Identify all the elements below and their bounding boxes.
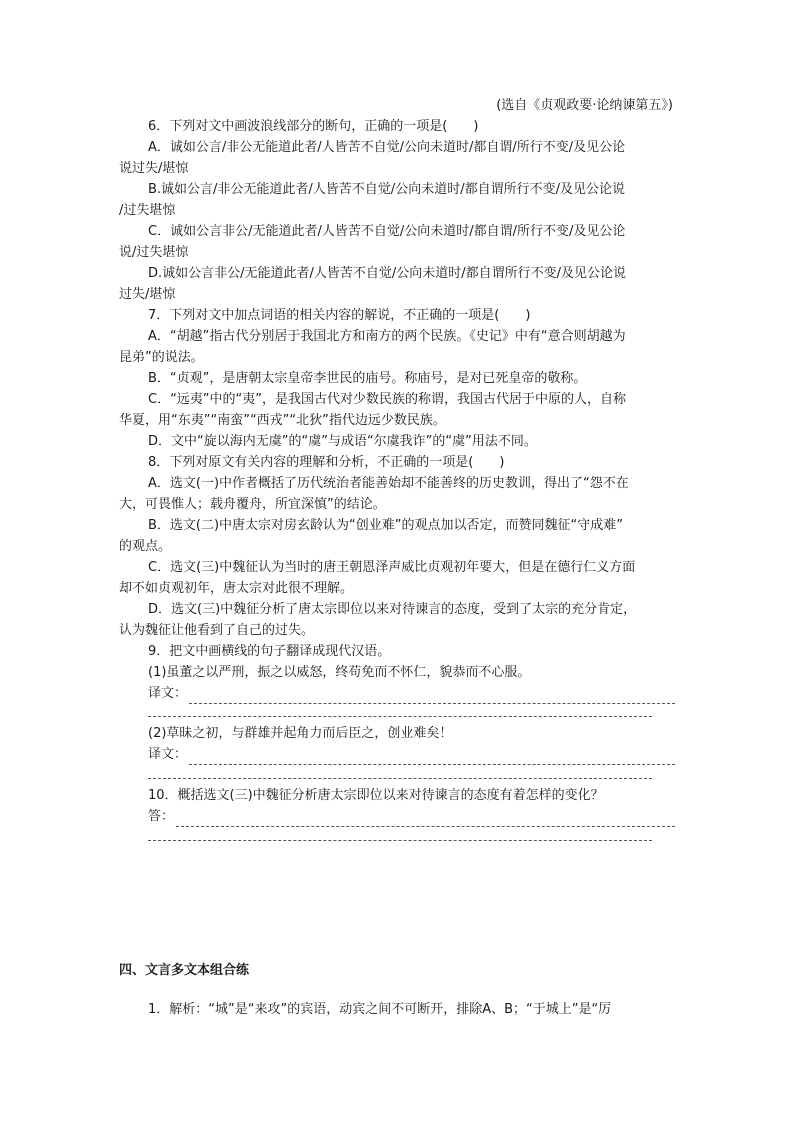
q9-stem: 9．把文中画横线的句子翻译成现代汉语。 xyxy=(148,644,391,659)
q10-answer-row[interactable] xyxy=(148,807,675,827)
q6-option-a: A．诚如公言/非公无能道此者/人皆苦不自觉/公向未道时/都自谓/所行不变/及见公论 xyxy=(148,140,626,155)
q6-option-a-cont: 说过失/堪惊 xyxy=(119,161,189,176)
q9-answer-row-1[interactable] xyxy=(148,684,675,704)
q10-answer-line-b[interactable] xyxy=(148,840,652,841)
q9-answer-label-1: 译文： xyxy=(148,686,188,701)
q9-sentence-2: (2)草昧之初，与群雄并起角力而后臣之，创业难矣！ xyxy=(148,726,453,741)
q9-answer-line-1b[interactable] xyxy=(148,716,652,717)
q6-option-b: B.诚如公言/非公无能道此者/人皆苦不自觉/公向未道时/都自谓所行不变/及见公论说 xyxy=(148,182,625,197)
q9-sentence-1: (1)虽董之以严刑，振之以威怒，终苟免而不怀仁，貌恭而不心服。 xyxy=(148,665,531,680)
q6-option-b-cont: /过失堪惊 xyxy=(119,203,176,218)
q9-answer-line-1[interactable] xyxy=(189,689,675,704)
q8-option-a: A．选文(一)中作者概括了历代统治者能善始却不能善终的历史教训，得出了“怨不在 xyxy=(148,476,629,491)
q6-option-c-cont: 说/过失堪惊 xyxy=(119,245,189,260)
q7-stem: 7．下列对文中加点词语的相关内容的解说，不正确的一项是( ) xyxy=(148,308,531,323)
q6-stem: 6．下列对文中画波浪线部分的断句，正确的一项是( ) xyxy=(148,119,479,134)
q8-option-b: B．选文(二)中唐太宗对房玄龄认为“创业难”的观点加以否定，而赞同魏征“守成难” xyxy=(148,518,624,533)
q10-stem: 10．概括选文(三)中魏征分析唐太宗即位以来对待谏言的态度有着怎样的变化？ xyxy=(148,788,604,803)
q8-option-d: D．选文(三)中魏征分析了唐太宗即位以来对待谏言的态度，受到了太宗的充分肯定， xyxy=(148,602,637,617)
q8-option-a-cont: 大，可畏惟人；载舟覆舟，所宜深慎”的结论。 xyxy=(119,497,386,512)
q8-option-b-cont: 的观点。 xyxy=(119,539,172,554)
q8-stem: 8．下列对原文有关内容的理解和分析，不正确的一项是( ) xyxy=(148,455,505,470)
q6-option-c: C．诚如公言非公/无能道此者/人皆苦不自觉/公向未道时/都自谓/所行不变/及见公论 xyxy=(148,224,626,239)
q6-option-d-cont: 过失/堪惊 xyxy=(119,287,176,302)
analysis-text: 1．解析：“城”是“来攻”的宾语，动宾之间不可断开，排除A、B；“于城上”是“厉 xyxy=(148,1002,612,1017)
q8-option-c-cont: 却不如贞观初年，唐太宗对此很不理解。 xyxy=(119,581,354,596)
q7-option-b: B．“贞观”，是唐朝太宗皇帝李世民的庙号。称庙号，是对已死皇帝的敬称。 xyxy=(148,371,587,386)
source-citation: (选自《贞观政要·论纳谏第五》) xyxy=(496,98,673,113)
q8-option-c: C．选文(三)中魏征认为当时的唐王朝恩泽声威比贞观初年要大，但是在德行仁义方面 xyxy=(148,560,636,575)
q6-option-d: D.诚如公言非公/无能道此者/人皆苦不自觉/公向未道时/都自谓所行不变/及见公论说 xyxy=(148,266,627,281)
q7-option-c: C．“远夷”中的“夷”，是我国古代对少数民族的称谓，我国古代居于中原的人，自称 xyxy=(148,392,627,407)
q9-answer-line-2b[interactable] xyxy=(148,778,652,779)
q9-answer-label-2: 译文： xyxy=(148,747,188,762)
q7-option-c-cont: 华夏，用“东夷”“南蛮”“西戎”“北狄”指代边远少数民族。 xyxy=(119,413,446,428)
q9-answer-line-2[interactable] xyxy=(189,750,675,765)
q8-option-d-cont: 认为魏征让他看到了自己的过失。 xyxy=(119,623,315,638)
q7-option-d: D．文中“旋以海内无虞”的“虞”与成语“尔虞我诈”的“虞”用法不同。 xyxy=(148,434,537,449)
q7-option-a: A．“胡越”指古代分别居于我国北方和南方的两个民族。《史记》中有“意合则胡越为 xyxy=(148,329,626,344)
section-heading: 四、文言多文本组合练 xyxy=(119,963,250,978)
q9-answer-row-2[interactable] xyxy=(148,745,675,765)
q10-answer-line[interactable] xyxy=(176,812,675,827)
q10-answer-label: 答： xyxy=(148,809,175,824)
q7-option-a-cont: 昆弟”的说法。 xyxy=(119,350,204,365)
